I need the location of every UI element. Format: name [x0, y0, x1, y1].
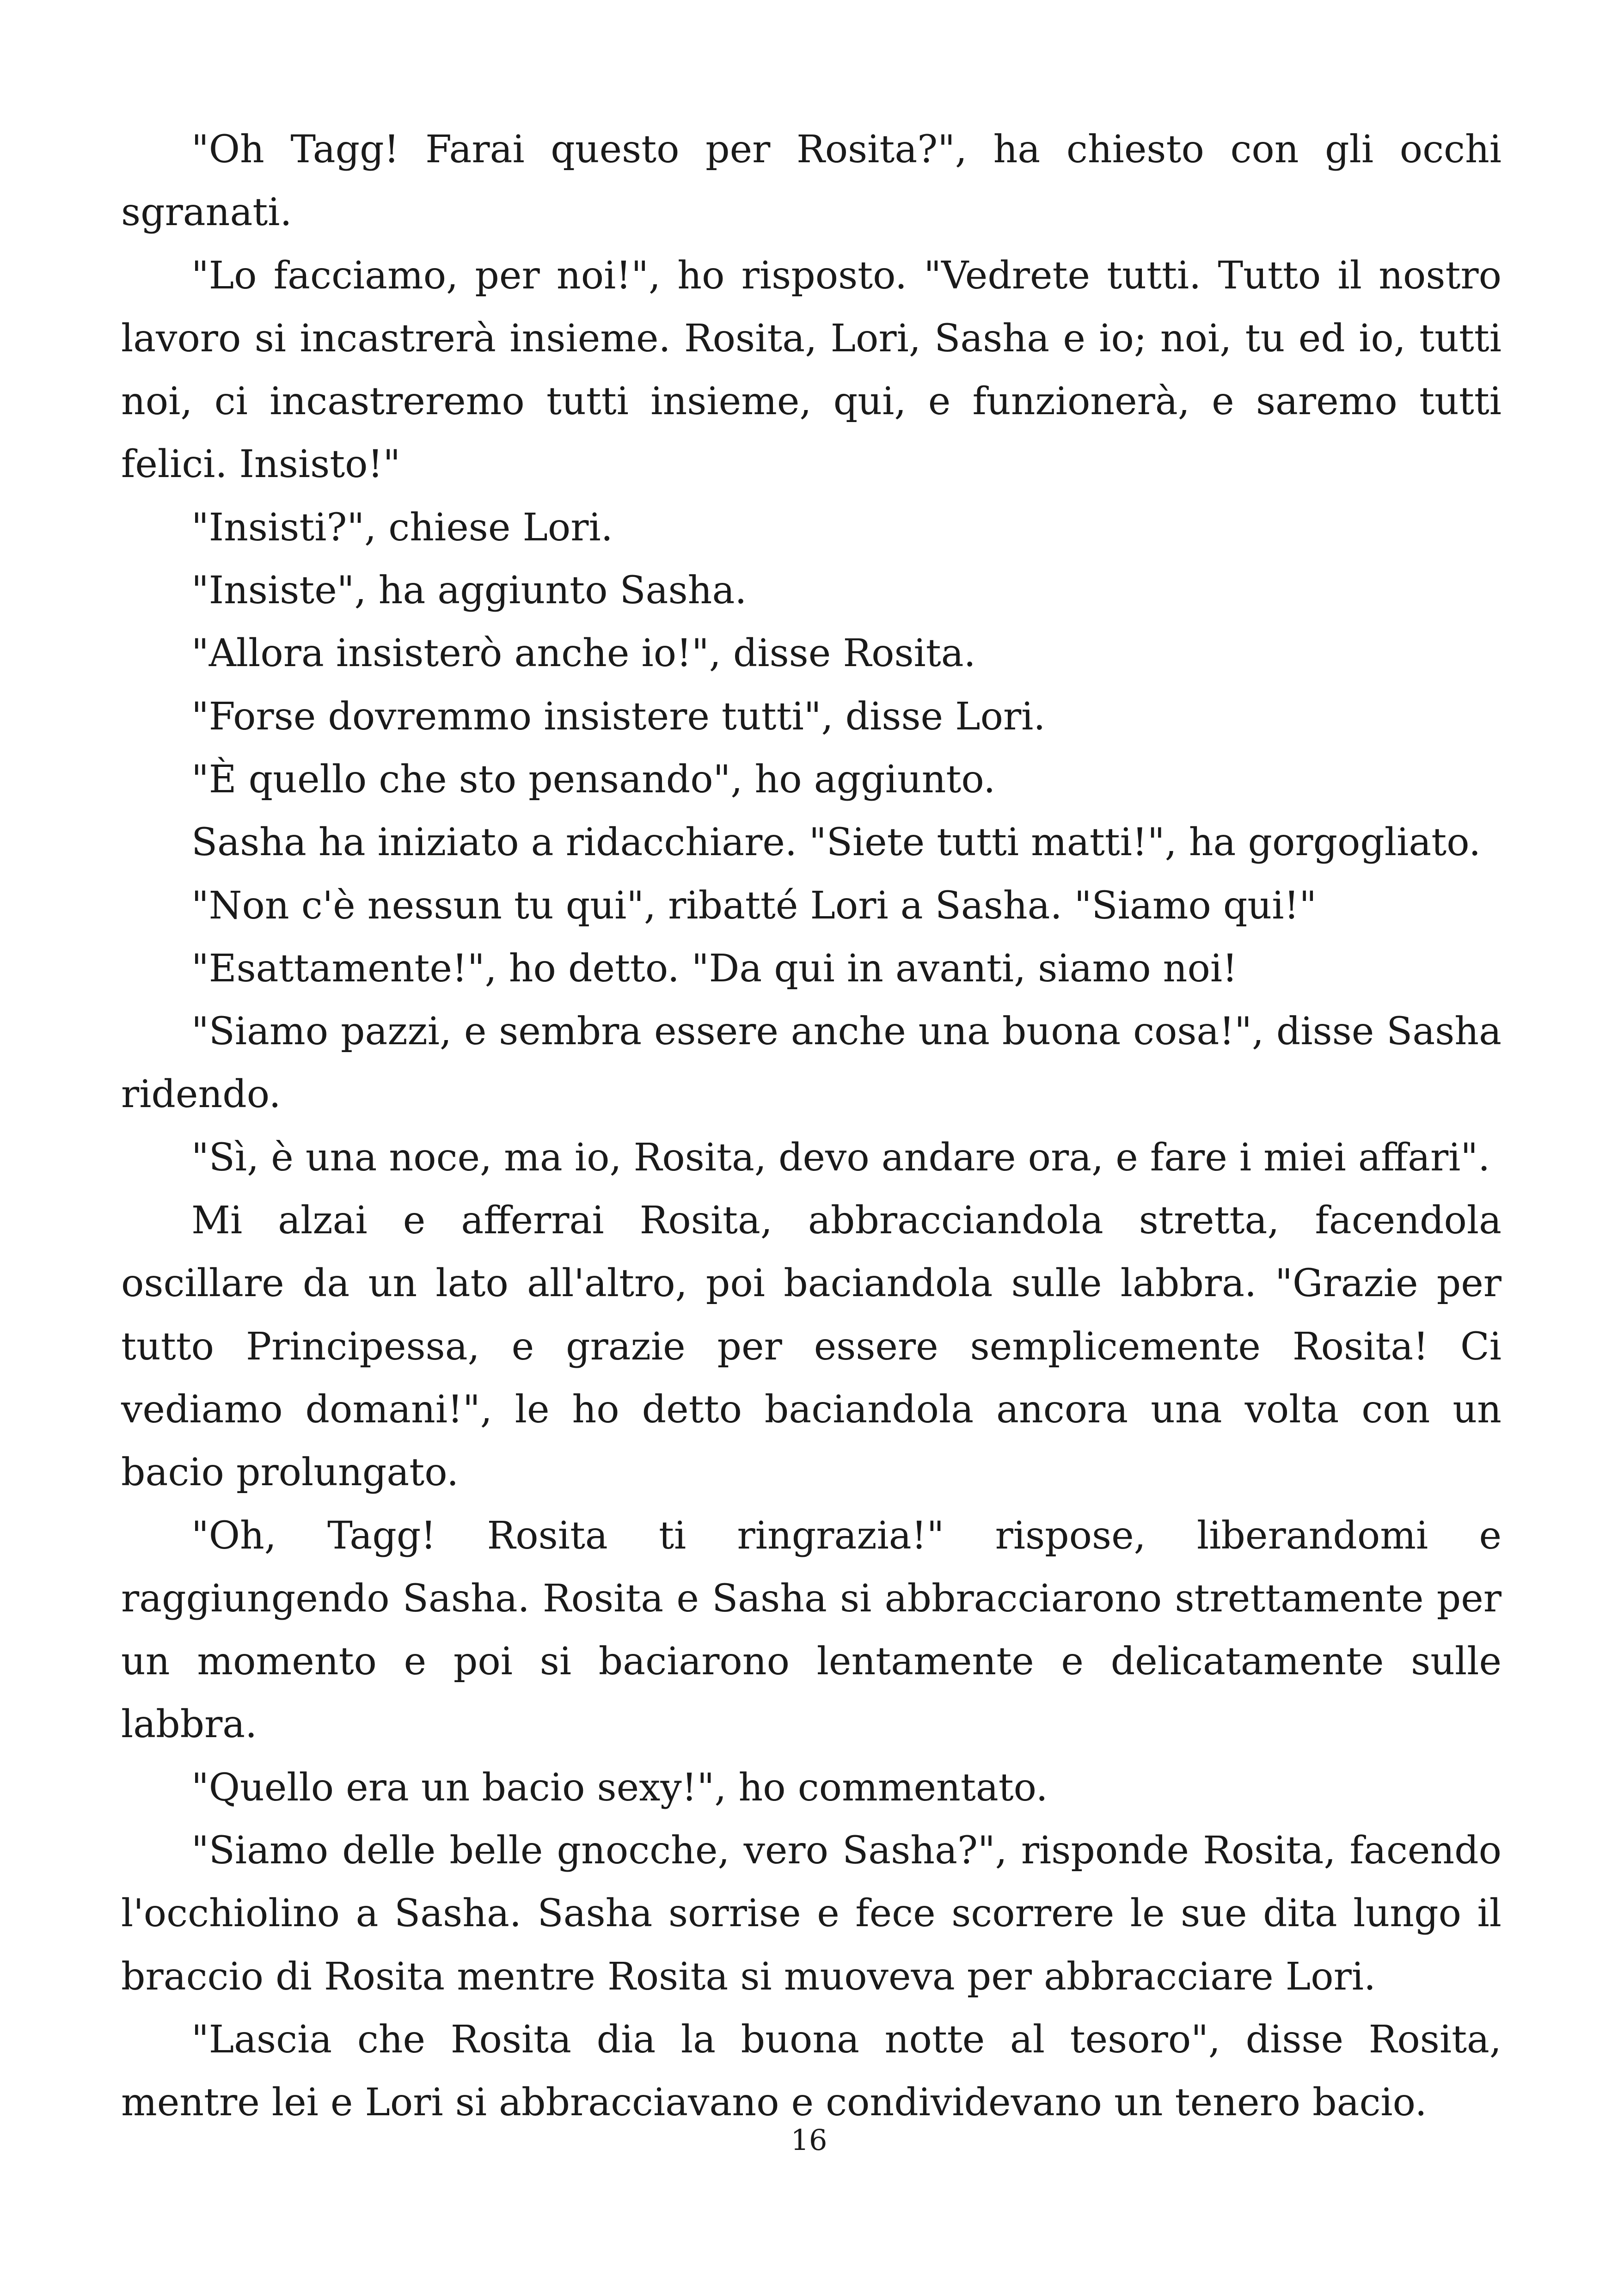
- paragraph: "Lascia che Rosita dia la buona notte al tesoro", disse Rosita, mentre lei e Lori si abbracciavano e condividevano un tenero bacio.: [121, 2017, 1502, 2125]
- paragraph: "Quello era un bacio sexy!", ho commentato.: [191, 1765, 1048, 1810]
- paragraph: "Oh Tagg! Farai questo per Rosita?", ha chiesto con gli occhi sgranati.: [121, 128, 1502, 235]
- paragraph: Mi alzai e afferrai Rosita, abbracciandola stretta, facendola oscillare da un lato all'altro, poi baciandola sulle labbra. "Grazie per tutto Principessa, e grazie per essere semplicemente Rosita! Ci vediamo domani!", le ho detto baciandola ancora una volta con un bacio prolungato.: [121, 1199, 1502, 1495]
- paragraph: "Allora insisterò anche io!", disse Rosita.: [191, 631, 976, 676]
- paragraph: "Siamo delle belle gnocche, vero Sasha?", risponde Rosita, facendo l'occhiolino a Sasha. Sasha sorrise e fece scorrere le sue dita lungo il braccio di Rosita mentre Rosita si muoveva per abbracciare Lori.: [121, 1829, 1502, 1999]
- page-number: 16: [791, 2123, 827, 2157]
- paragraph: Sasha ha iniziato a ridacchiare. "Siete tutti matti!", ha gorgogliato.: [191, 820, 1481, 865]
- paragraph: "Non c'è nessun tu qui", ribatté Lori a Sasha. "Siamo qui!": [191, 883, 1317, 928]
- paragraph: "Siamo pazzi, e sembra essere anche una buona cosa!", disse Sasha ridendo.: [121, 1010, 1502, 1117]
- paragraph: "Forse dovremmo insistere tutti", disse Lori.: [191, 694, 1046, 739]
- paragraph: "Insiste", ha aggiunto Sasha.: [191, 569, 747, 613]
- paragraph: "Esattamente!", ho detto. "Da qui in avanti, siamo noi!: [191, 946, 1238, 991]
- body-text: [121, 118, 1502, 2135]
- paragraph: "Insisti?", chiese Lori.: [191, 505, 613, 550]
- paragraph: "È quello che sto pensando", ho aggiunto.: [191, 757, 996, 802]
- paragraph: "Sì, è una noce, ma io, Rosita, devo andare ora, e fare i miei affari".: [191, 1135, 1490, 1180]
- paragraph: "Lo facciamo, per noi!", ho risposto. "Vedrete tutti. Tutto il nostro lavoro si incastrerà insieme. Rosita, Lori, Sasha e io; noi, tu ed io, tutti noi, ci incastreremo tutti insieme, qui, e funzionerà, e saremo tutti felici. Insisto!": [121, 253, 1502, 487]
- paragraph: "Oh, Tagg! Rosita ti ringrazia!" rispose, liberandomi e raggiungendo Sasha. Rosita e Sasha si abbracciarono strettamente per un momento e poi si baciarono lentamente e delicatamente sulle labbra.: [121, 1513, 1502, 1747]
